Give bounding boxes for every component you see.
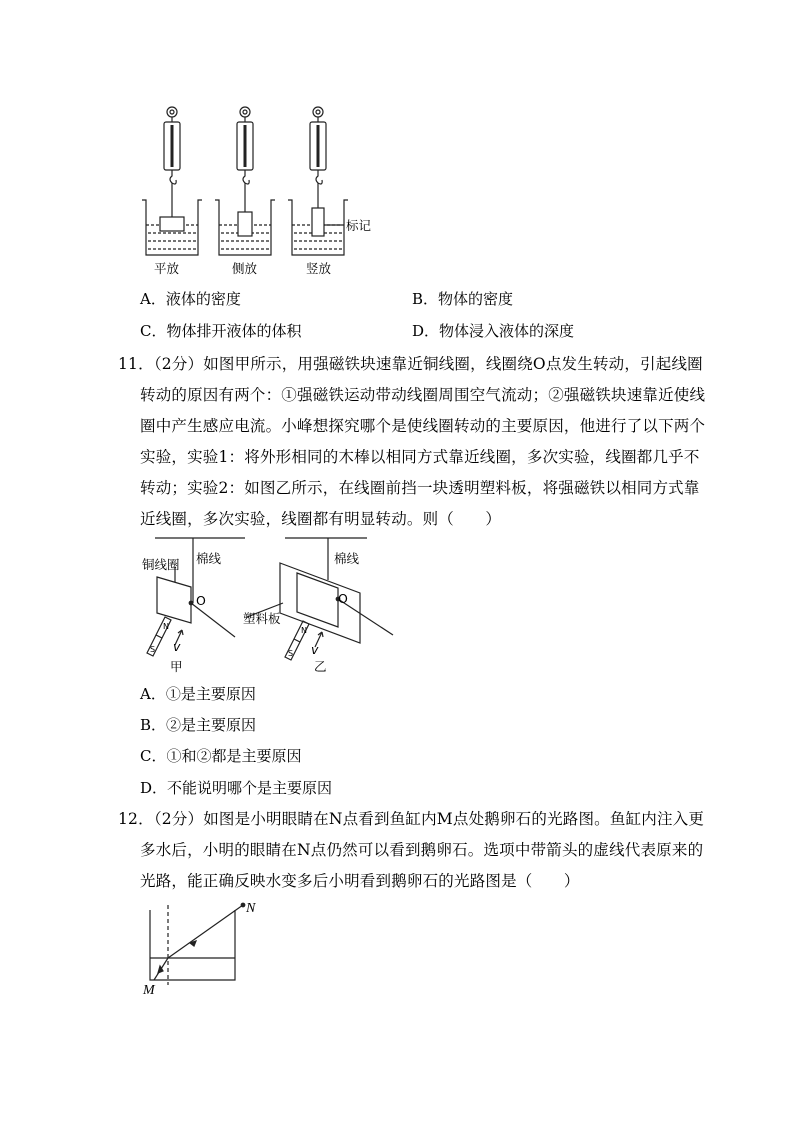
- label-velocity-b: v: [311, 642, 319, 657]
- q11-stem-line: 11．（2分）如图甲所示，用强磁铁块速靠近铜线圈，线圈绕O点发生转动，引起线圈: [118, 355, 703, 373]
- q11-option-c[interactable]: C．①和②都是主要原因: [140, 747, 302, 765]
- q12-stem-line: 多水后，小明的眼睛在N点仍然可以看到鹅卵石。选项中带箭头的虚线代表原来的: [140, 841, 704, 859]
- q11-option-d[interactable]: D．不能说明哪个是主要原因: [140, 779, 333, 797]
- label-n-pole-b: N: [301, 626, 307, 635]
- q11-option-a[interactable]: A．①是主要原因: [140, 685, 256, 703]
- label-m-point: M: [143, 983, 155, 998]
- label-n-pole-a: N: [163, 622, 169, 631]
- spring-scale-3: [310, 107, 326, 208]
- figure-b: [247, 538, 393, 660]
- spring-scale-2: [237, 107, 253, 212]
- label-thread-b: 棉线: [334, 551, 360, 566]
- label-fig-a: 甲: [170, 659, 183, 674]
- q12-stem-line: 光路，能正确反映水变多后小明看到鹅卵石的光路图是（ ）: [140, 872, 580, 890]
- q11-stem-line: 转动；实验2：如图乙所示，在线圈前挡一块透明塑料板，将强磁铁以相同方式靠: [140, 479, 700, 497]
- beaker-3: [288, 200, 348, 255]
- label-thread-a: 棉线: [196, 551, 222, 566]
- label-o-b: O: [338, 591, 348, 606]
- label-coil: 铜线圈: [142, 557, 180, 572]
- q12-stem-line: 12．（2分）如图是小明眼睛在N点看到鱼缸内M点处鹅卵石的光路图。鱼缸内注入更: [118, 810, 705, 828]
- q11-stem-line: 转动的原因有两个：①强磁铁运动带动线圈周围空气流动；②强磁铁块速靠近使线: [140, 386, 706, 404]
- label-upright: 竖放: [306, 261, 332, 276]
- q12-light-path-figure: [140, 900, 260, 1000]
- q11-stem-line: 实验，实验1：将外形相同的木棒以相同方式靠近线圈，多次实验，线圈都几乎不: [140, 448, 700, 466]
- label-side: 侧放: [232, 261, 258, 276]
- q10-option-a[interactable]: A．液体的密度: [140, 290, 241, 308]
- q10-option-c[interactable]: C．物体排开液体的体积: [140, 322, 302, 340]
- q11-option-b[interactable]: B．②是主要原因: [140, 716, 257, 734]
- label-o-a: O: [196, 593, 206, 608]
- q10-spring-scale-figure: [130, 100, 390, 275]
- label-n-point: N: [246, 901, 256, 916]
- label-s-pole-a: S: [150, 645, 156, 654]
- label-velocity-a: v: [173, 639, 181, 654]
- label-fig-b: 乙: [314, 659, 327, 674]
- q11-stem-line: 近线圈，多次实验，线圈都有明显转动。则（ ）: [140, 510, 502, 528]
- q10-option-d[interactable]: D．物体浸入液体的深度: [412, 322, 575, 340]
- label-flat: 平放: [154, 261, 180, 276]
- label-mark: 标记: [346, 218, 372, 233]
- q11-stem-line: 圈中产生感应电流。小峰想探究哪个是使线圈转动的主要原因，他进行了以下两个: [140, 417, 706, 435]
- spring-scale-1: [164, 107, 180, 217]
- light-ray-in-air: [168, 905, 243, 958]
- q10-option-b[interactable]: B．物体的密度: [412, 290, 514, 308]
- label-s-pole-b: S: [288, 649, 294, 658]
- label-plastic: 塑料板: [243, 611, 281, 626]
